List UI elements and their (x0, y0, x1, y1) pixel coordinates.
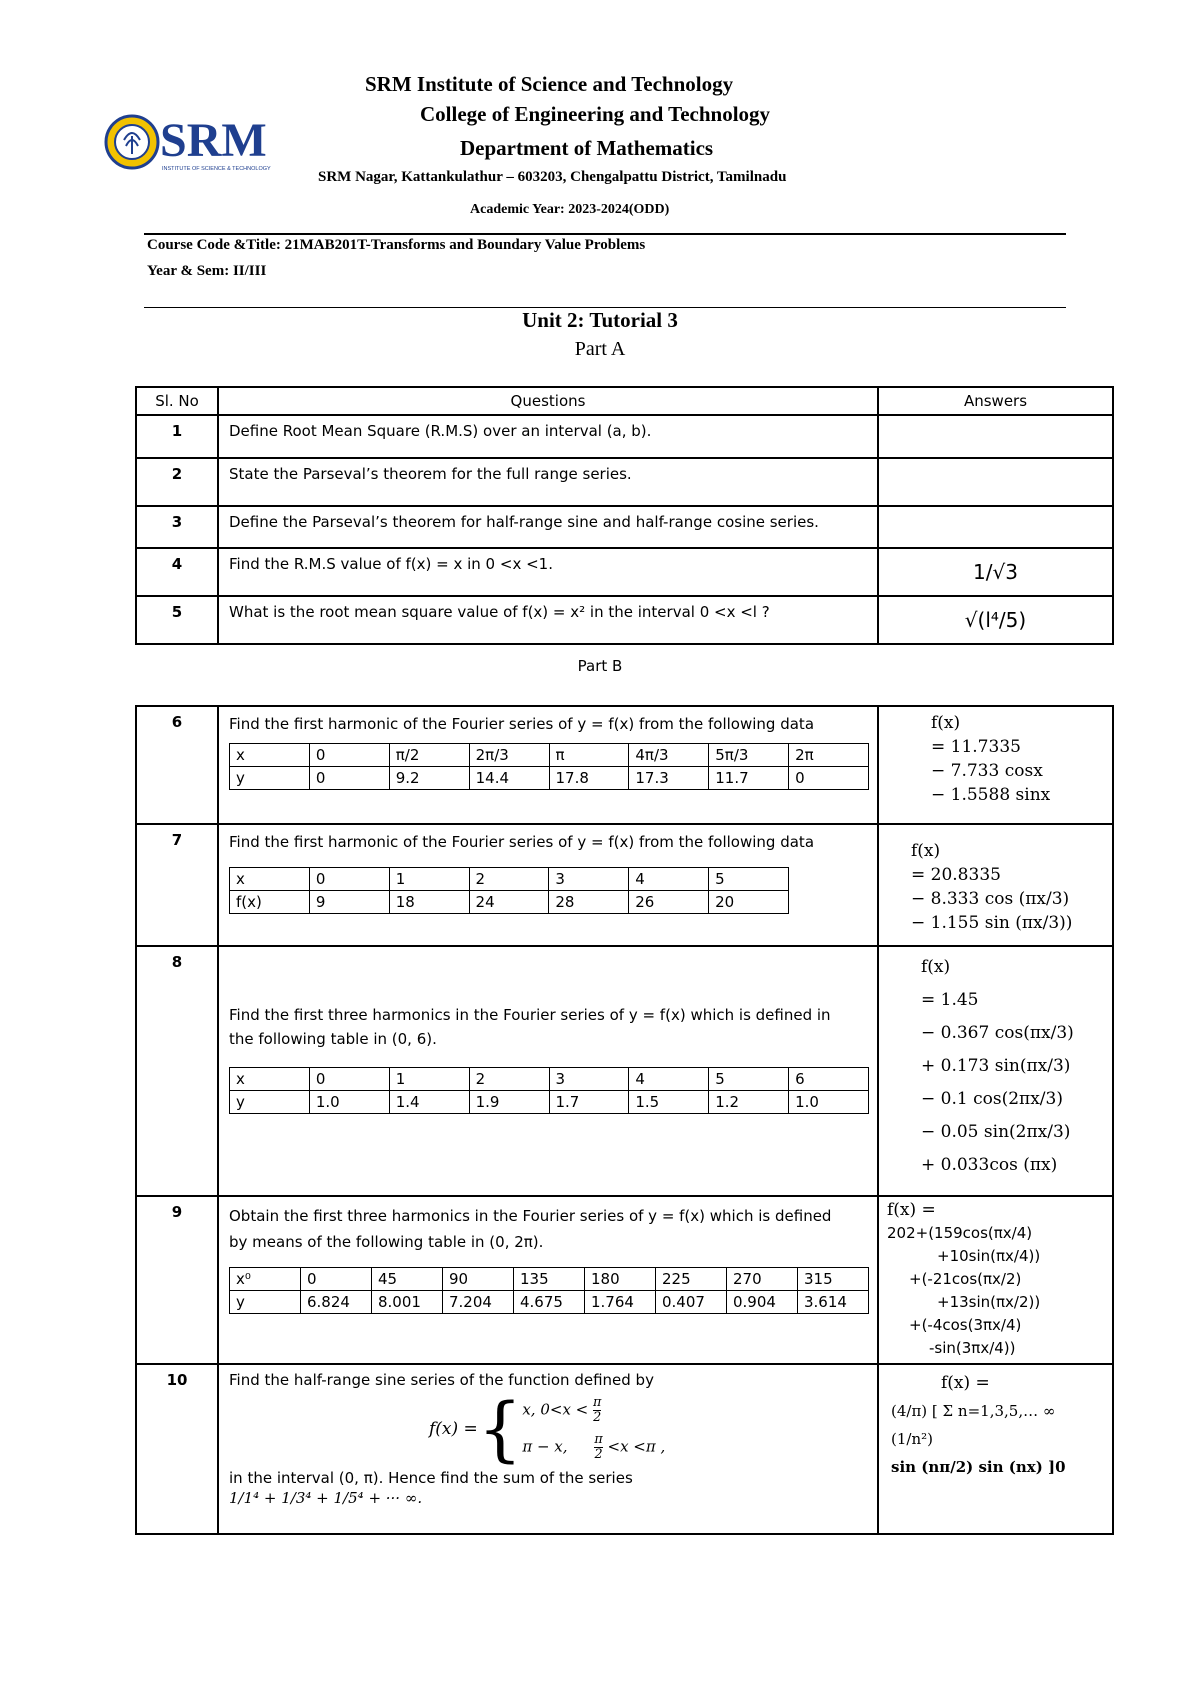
department-name: Department of Mathematics (460, 136, 714, 160)
answer-line: = 11.7335 (931, 737, 1021, 757)
question-cell (218, 706, 878, 824)
question-tail: in the interval (0, π). Hence find the sum of the series (229, 1469, 633, 1487)
address: SRM Nagar, Kattankulathur – 603203, Chengalpattu District, Tamilnadu (318, 169, 787, 185)
college-name: College of Engineering and Technology (420, 102, 771, 126)
answer-line: f(x) (911, 841, 941, 861)
data-cell: 2π/3 (469, 744, 549, 767)
numerator: π (594, 1432, 603, 1447)
data-cell: 11.7 (709, 767, 789, 790)
data-cell: 0 (789, 767, 869, 790)
data-cell: x (230, 744, 310, 767)
answer-cell (878, 824, 1113, 946)
row-number: 4 (136, 548, 218, 596)
question: Obtain the first three harmonics in the Fourier series of y = f(x) which is defined by means of the following table in (0, 2π). (229, 1207, 832, 1251)
data-table (229, 1067, 869, 1114)
answer-line: − 8.333 cos (πx/3) (911, 889, 1070, 909)
data-cell: 1.4 (389, 1091, 469, 1114)
data-cell: 180 (585, 1268, 656, 1291)
data-cell: y (230, 1291, 301, 1314)
answer (878, 415, 1113, 458)
data-cell: 7.204 (443, 1291, 514, 1314)
piece-2-tail: <x <π , (607, 1437, 666, 1456)
data-cell: 18 (389, 891, 469, 914)
answer: √(l⁴/5) (878, 596, 1113, 644)
answer-cell (878, 1196, 1113, 1364)
question: State the Parseval’s theorem for the full range series. (218, 458, 878, 506)
data-cell: 3 (549, 868, 629, 891)
answer-cell (878, 946, 1113, 1196)
year-sem: Year & Sem: II/III (147, 263, 267, 279)
table-row (136, 596, 1113, 644)
pieces (522, 1396, 665, 1462)
data-cell: 14.4 (469, 767, 549, 790)
fraction (594, 1433, 602, 1462)
data-cell: x (230, 1068, 310, 1091)
data-cell: 17.8 (549, 767, 629, 790)
data-cell: 1.9 (469, 1091, 549, 1114)
data-cell: 0 (301, 1268, 372, 1291)
denominator: 2 (593, 1409, 602, 1425)
part-a-title: Part A (574, 338, 626, 360)
data-cell: π (549, 744, 629, 767)
answer-line: -sin(3πx/4)) (929, 1339, 1016, 1357)
row-number: 9 (136, 1196, 218, 1364)
data-row (230, 868, 789, 891)
piece-2-text: π − x, (522, 1437, 568, 1456)
srm-logo (102, 112, 302, 176)
data-cell: 315 (798, 1268, 869, 1291)
data-cell: 5 (709, 1068, 789, 1091)
row-number: 7 (136, 824, 218, 946)
table-row (136, 458, 1113, 506)
row-number: 2 (136, 458, 218, 506)
data-cell: 0 (309, 767, 389, 790)
answer-line: (4/π) [ Σ n=1,3,5,… ∞ (1/n²) (891, 1402, 1056, 1448)
data-cell: 8.001 (372, 1291, 443, 1314)
data-cell: 0 (309, 868, 389, 891)
piecewise-function (429, 1389, 867, 1469)
data-table (229, 867, 789, 914)
data-cell: 135 (514, 1268, 585, 1291)
series: 1/1⁴ + 1/3⁴ + 1/5⁴ + ··· ∞. (229, 1489, 423, 1507)
data-cell: f(x) (230, 891, 310, 914)
fraction (593, 1396, 601, 1425)
data-cell: 1 (389, 868, 469, 891)
denominator: 2 (594, 1447, 603, 1463)
question: What is the root mean square value of f(x) = x² in the interval 0 <x <l ? (218, 596, 878, 644)
answer-line: f(x) = (941, 1373, 990, 1393)
data-cell: y (230, 767, 310, 790)
brace: { (477, 1388, 523, 1470)
data-row (230, 1068, 869, 1091)
answer-line: − 7.733 cosx (931, 761, 1043, 781)
answer-line: − 0.05 sin(2πx/3) (921, 1122, 1071, 1142)
header-sl-no: Sl. No (136, 387, 218, 415)
answer-line: f(x) (921, 957, 951, 977)
row-number: 6 (136, 706, 218, 824)
data-cell: 4 (629, 868, 709, 891)
question: Define the Parseval’s theorem for half-range sine and half-range cosine series. (218, 506, 878, 548)
data-cell: 0.407 (656, 1291, 727, 1314)
data-cell: 4 (629, 1068, 709, 1091)
answer-line: = 1.45 (921, 990, 979, 1010)
table-row (136, 1364, 1113, 1534)
data-cell: 4π/3 (629, 744, 709, 767)
data-table (229, 743, 869, 790)
answer (878, 458, 1113, 506)
academic-year: Academic Year: 2023-2024(ODD) (470, 202, 670, 217)
row-number: 1 (136, 415, 218, 458)
table-row (136, 415, 1113, 458)
data-cell: 225 (656, 1268, 727, 1291)
data-row (230, 744, 869, 767)
row-number: 10 (136, 1364, 218, 1534)
function-lhs: f(x) = (429, 1419, 478, 1439)
answer-line: f(x) (931, 713, 961, 733)
answer-line: +(-4cos(3πx/4) (909, 1316, 1022, 1334)
numerator: π (593, 1394, 602, 1410)
data-cell: 2 (469, 1068, 549, 1091)
answer-line: +(-21cos(πx/2) (909, 1270, 1022, 1288)
data-cell: 1.5 (629, 1091, 709, 1114)
data-row (230, 767, 869, 790)
answer-line: = 20.8335 (911, 865, 1001, 885)
data-cell: 5 (709, 868, 789, 891)
table-row (136, 1196, 1113, 1364)
piece-1 (522, 1396, 665, 1425)
row-number: 5 (136, 596, 218, 644)
piece-1-text: x, 0<x < (522, 1400, 589, 1419)
question-cell (218, 946, 878, 1196)
answer: 1/√3 (878, 548, 1113, 596)
course-code-title: Course Code &Title: 21MAB201T-Transforms and Boundary Value Problems (147, 237, 646, 253)
table-row (136, 946, 1113, 1196)
answer-line: − 0.367 cos(πx/3) (921, 1023, 1074, 1043)
question: Define Root Mean Square (R.M.S) over an interval (a, b). (218, 415, 878, 458)
data-cell: 0 (309, 744, 389, 767)
part-b-title: Part B (577, 657, 623, 675)
data-row (230, 1091, 869, 1114)
data-cell: 9 (309, 891, 389, 914)
table-row (136, 548, 1113, 596)
question: Find the half-range sine series of the function defined by (229, 1371, 654, 1389)
data-cell: 3.614 (798, 1291, 869, 1314)
data-cell: 1.764 (585, 1291, 656, 1314)
data-cell: 2 (469, 868, 549, 891)
table-row (136, 506, 1113, 548)
answer-line: +10sin(πx/4)) (937, 1247, 1041, 1265)
answer-cell (878, 706, 1113, 824)
unit-title: Unit 2: Tutorial 3 (522, 308, 678, 332)
data-cell: 20 (709, 891, 789, 914)
answer-line: + 0.033cos (πx) (921, 1155, 1058, 1175)
data-cell: 9.2 (389, 767, 469, 790)
question-cell (218, 824, 878, 946)
question: Find the first harmonic of the Fourier series of y = f(x) from the following data (229, 715, 815, 733)
question: Find the R.M.S value of f(x) = x in 0 <x <1. (218, 548, 878, 596)
data-row (230, 1268, 869, 1291)
answer-line: − 1.155 sin (πx/3)) (911, 913, 1073, 933)
data-cell: y (230, 1091, 310, 1114)
table-row (136, 824, 1113, 946)
divider (144, 233, 1066, 235)
question-cell (218, 1364, 878, 1534)
data-cell: 26 (629, 891, 709, 914)
table-header-row (136, 387, 1113, 415)
data-cell: 24 (469, 891, 549, 914)
data-row (230, 891, 789, 914)
question: Find the first three harmonics in the Fourier series of y = f(x) which is defined in the following table in (0, 6). (229, 1006, 831, 1048)
data-cell: 28 (549, 891, 629, 914)
data-cell: 1 (389, 1068, 469, 1091)
data-cell: 5π/3 (709, 744, 789, 767)
data-cell: 90 (443, 1268, 514, 1291)
data-cell: 1.0 (789, 1091, 869, 1114)
logo-text: SRM (160, 114, 267, 167)
answer-line: sin (nπ/2) sin (nx) ]0 (891, 1458, 1066, 1476)
institute-name: SRM Institute of Science and Technology (365, 72, 734, 96)
answer-line: + 0.173 sin(πx/3) (921, 1056, 1071, 1076)
data-cell: 17.3 (629, 767, 709, 790)
part-b-table (135, 705, 1114, 1535)
data-cell: 1.0 (309, 1091, 389, 1114)
data-cell: π/2 (389, 744, 469, 767)
data-cell: 6.824 (301, 1291, 372, 1314)
data-cell: 1.2 (709, 1091, 789, 1114)
answer-line: +13sin(πx/2)) (937, 1293, 1041, 1311)
question-cell (218, 1196, 878, 1364)
data-cell: 0 (309, 1068, 389, 1091)
question: Find the first harmonic of the Fourier series of y = f(x) from the following data (229, 833, 815, 851)
data-cell: 45 (372, 1268, 443, 1291)
data-cell: 2π (789, 744, 869, 767)
part-a-table (135, 386, 1114, 645)
logo-subtext: INSTITUTE OF SCIENCE & TECHNOLOGY (162, 166, 271, 172)
answer-line: 202+(159cos(πx/4) (887, 1224, 1033, 1242)
row-number: 3 (136, 506, 218, 548)
data-cell: 3 (549, 1068, 629, 1091)
data-cell: 1.7 (549, 1091, 629, 1114)
data-row (230, 1291, 869, 1314)
data-cell: x⁰ (230, 1268, 301, 1291)
table-row (136, 706, 1113, 824)
header-questions: Questions (218, 387, 878, 415)
answer-line: − 0.1 cos(2πx/3) (921, 1089, 1063, 1109)
data-cell: 6 (789, 1068, 869, 1091)
data-cell: 270 (727, 1268, 798, 1291)
answer-cell (878, 1364, 1113, 1534)
answer-line: f(x) = (887, 1200, 936, 1220)
data-cell: 4.675 (514, 1291, 585, 1314)
piece-2 (522, 1433, 665, 1462)
answer (878, 506, 1113, 548)
header-answers: Answers (878, 387, 1113, 415)
answer-line: − 1.5588 sinx (931, 785, 1051, 805)
data-cell: 0.904 (727, 1291, 798, 1314)
data-cell: x (230, 868, 310, 891)
data-table (229, 1267, 869, 1314)
row-number: 8 (136, 946, 218, 1196)
